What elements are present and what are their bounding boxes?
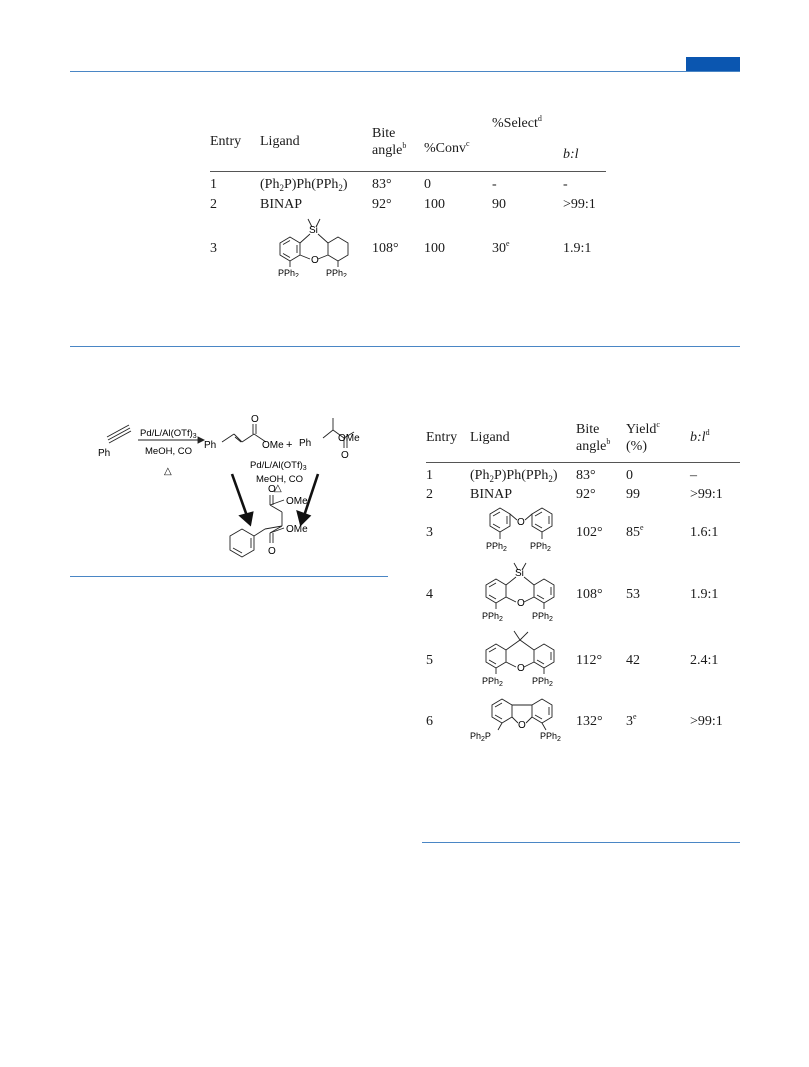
t2-r4-ligand [470, 561, 576, 628]
t2-r5-yield: 42 [626, 653, 640, 668]
scheme-second-reagents-above: $Pd/L/Al(OTf)_3$ [250, 460, 307, 472]
dibenzofuran-structure [470, 693, 574, 745]
xanthene-structure [470, 628, 574, 688]
table-row [426, 484, 740, 504]
scheme-product2-o: O [341, 450, 349, 461]
scheme-bottom-rule [70, 576, 388, 577]
t2-col-bl-sup: d [705, 428, 710, 438]
t2-r6-entry: 6 [426, 714, 433, 729]
t1-r3-bite: 108° [372, 241, 399, 256]
t2-r6-yield-val: 3 [626, 714, 633, 729]
t2-r1-bl: – [690, 467, 697, 483]
t1-r2-bl: >99:1 [563, 196, 596, 212]
t2-r4-si-label: Si [515, 568, 524, 579]
header-rule [70, 71, 740, 72]
t2-r3-bite: 102° [576, 525, 603, 540]
reaction-scheme [90, 412, 380, 572]
t2-r1-ligand: $(Ph_2P)Ph(PPh_2)$ [470, 467, 558, 484]
t1-r2-entry: 2 [210, 196, 217, 212]
t1-r1-ligand: $(Ph_2P)Ph(PPh_2)$ [260, 176, 348, 193]
t1-si-label: Si [309, 225, 318, 236]
t2-r1-yield: 0 [626, 467, 633, 483]
t2-r4-bl: 1.9:1 [690, 587, 719, 602]
t2-r6-ligand [470, 693, 576, 750]
t1-pph2-left: PPh$_2$ [278, 268, 299, 277]
t2-r3-entry: 3 [426, 525, 433, 540]
t1-col-bite-l1: Bite [372, 125, 396, 141]
t2-col-yield-sup: c [656, 419, 660, 429]
t2-col-bite [576, 414, 626, 462]
scheme-final-ome2: OMe [286, 524, 308, 535]
t2-r6-ph2p: $Ph_2P$ [470, 731, 491, 743]
t2-r4-bite: 108° [576, 587, 603, 602]
t2-r5-pph2-left: PPh$_2$ [482, 676, 503, 688]
scheme-final-ome1: OMe [286, 496, 308, 507]
t2-r3-yield-val: 85 [626, 525, 640, 540]
t1-o-label: O [311, 255, 319, 266]
t1-r3-select-sup: e [506, 239, 510, 248]
t1-col-select-label: %Select [492, 116, 538, 131]
t1-col-conv-sup: c [466, 139, 470, 149]
t2-r3-yield [626, 504, 690, 561]
scheme-product2-ome: OMe [338, 433, 360, 444]
t2-r5-bite: 112° [576, 653, 603, 668]
t2-col-yield [626, 414, 690, 462]
t2-r4-entry: 4 [426, 587, 433, 602]
scheme-second-heat: △ [274, 483, 282, 494]
t1-r2-bite: 92° [372, 196, 392, 212]
t2-r4-pph2-right: PPh$_2$ [532, 611, 553, 623]
t2-r6-yield [626, 693, 690, 750]
table-row [210, 193, 606, 215]
t2-col-bite-l1: Bite [576, 421, 600, 437]
table-row [426, 693, 740, 750]
silaxanthene-structure [260, 215, 370, 277]
t2-r2-yield: 99 [626, 486, 640, 502]
t2-r3-bl: 1.6:1 [690, 525, 719, 540]
t2-r3-pph2-left: PPh$_2$ [486, 541, 507, 553]
t1-col-bite [372, 113, 424, 171]
t2-r6-bite: 132° [576, 714, 603, 729]
t2-r5-entry: 5 [426, 653, 433, 668]
t1-r3-entry: 3 [210, 241, 217, 256]
t1-col-select [492, 113, 563, 171]
scheme-reagents-below: MeOH, CO [145, 446, 192, 457]
t2-col-ligand: Ligand [470, 430, 510, 446]
section-rule [70, 346, 740, 347]
table2 [426, 414, 740, 750]
table-row [426, 561, 740, 628]
t1-r3-select-val: 30 [492, 241, 506, 256]
t1-r2-ligand: BINAP [260, 196, 303, 212]
table1 [210, 113, 606, 282]
t1-r3-bl: 1.9:1 [563, 241, 592, 256]
t1-r3-conv: 100 [424, 241, 445, 256]
header-accent-block [686, 57, 740, 71]
t2-col-bl-label: b:l [690, 430, 706, 446]
scheme-reactant: Ph [98, 448, 111, 459]
scheme-product1-ome: OMe [262, 440, 284, 451]
t2-col-bite-l2: angle [576, 438, 607, 454]
scheme-reagents-above: $Pd/L/Al(OTf)_3$ [140, 428, 197, 440]
t2-r6-o-label: O [518, 720, 526, 731]
t1-r1-entry: 1 [210, 176, 217, 192]
t2-r5-pph2-right: PPh$_2$ [532, 676, 553, 688]
t1-col-bite-l2: angle [372, 142, 403, 158]
t2-r4-yield: 53 [626, 587, 640, 602]
t2-r6-yield-sup: e [633, 712, 637, 721]
table-row [426, 462, 740, 484]
t1-col-bl: b:l [563, 147, 579, 163]
table-row [210, 215, 606, 282]
t1-col-conv [424, 113, 492, 171]
scheme-second-reagents-below: MeOH, CO [256, 474, 303, 485]
table2-bottom-rule [422, 842, 740, 843]
t1-pph2-right: PPh$_2$ [326, 268, 347, 277]
t1-r1-conv: 0 [424, 176, 431, 192]
t1-col-entry: Entry [210, 134, 242, 150]
t1-col-bite-sup: b [402, 140, 407, 150]
silaxanthene-structure [470, 561, 574, 623]
scheme-product2-ph: Ph [299, 438, 312, 449]
t2-r1-bite: 83° [576, 467, 596, 483]
t2-col-yield-l1: Yield [626, 421, 657, 437]
diphenyl-ether-structure [470, 504, 574, 556]
t1-col-select-sup: d [537, 114, 542, 123]
t2-r3-ligand [470, 504, 576, 561]
t2-r1-entry: 1 [426, 467, 433, 483]
scheme-heat: △ [164, 466, 172, 477]
t2-r3-yield-sup: e [640, 523, 644, 532]
t2-r5-o-label: O [517, 663, 525, 674]
t2-col-bite-sup: b [606, 436, 611, 446]
t2-r2-ligand: BINAP [470, 486, 513, 502]
t2-r5-ligand [470, 628, 576, 693]
t2-r2-entry: 2 [426, 486, 433, 502]
t2-r2-bl: >99:1 [690, 486, 723, 502]
scheme-plus: + [286, 439, 293, 451]
t2-col-bl [690, 414, 740, 462]
scheme-product1-ph: Ph [204, 440, 217, 451]
t2-col-yield-l2: (%) [626, 438, 647, 454]
scheme-final-o2: O [268, 546, 276, 557]
table-row [426, 504, 740, 561]
t2-r4-o-label: O [517, 598, 525, 609]
t2-r3-o-label: O [517, 517, 525, 528]
t2-r6-pph2: PPh$_2$ [540, 731, 561, 743]
t2-r4-pph2-left: PPh$_2$ [482, 611, 503, 623]
t2-r5-bl: 2.4:1 [690, 653, 719, 668]
t1-r1-bite: 83° [372, 176, 392, 192]
table-row [210, 171, 606, 193]
t1-r3-ligand [260, 215, 372, 282]
scheme-product1-o: O [251, 414, 259, 425]
t1-r2-conv: 100 [424, 196, 445, 212]
t1-col-conv-label: %Conv [424, 141, 466, 157]
t1-r1-select: - [492, 176, 497, 192]
t1-r3-select [492, 215, 563, 282]
t1-col-ligand: Ligand [260, 134, 300, 150]
t2-r6-bl: >99:1 [690, 714, 723, 729]
t2-r3-pph2-right: PPh$_2$ [530, 541, 551, 553]
table-row [426, 628, 740, 693]
t2-col-entry: Entry [426, 430, 458, 446]
t1-r2-select: 90 [492, 196, 506, 212]
scheme-final-o1: O [268, 484, 276, 495]
t1-r1-bl: - [563, 176, 568, 192]
t2-r2-bite: 92° [576, 486, 596, 502]
